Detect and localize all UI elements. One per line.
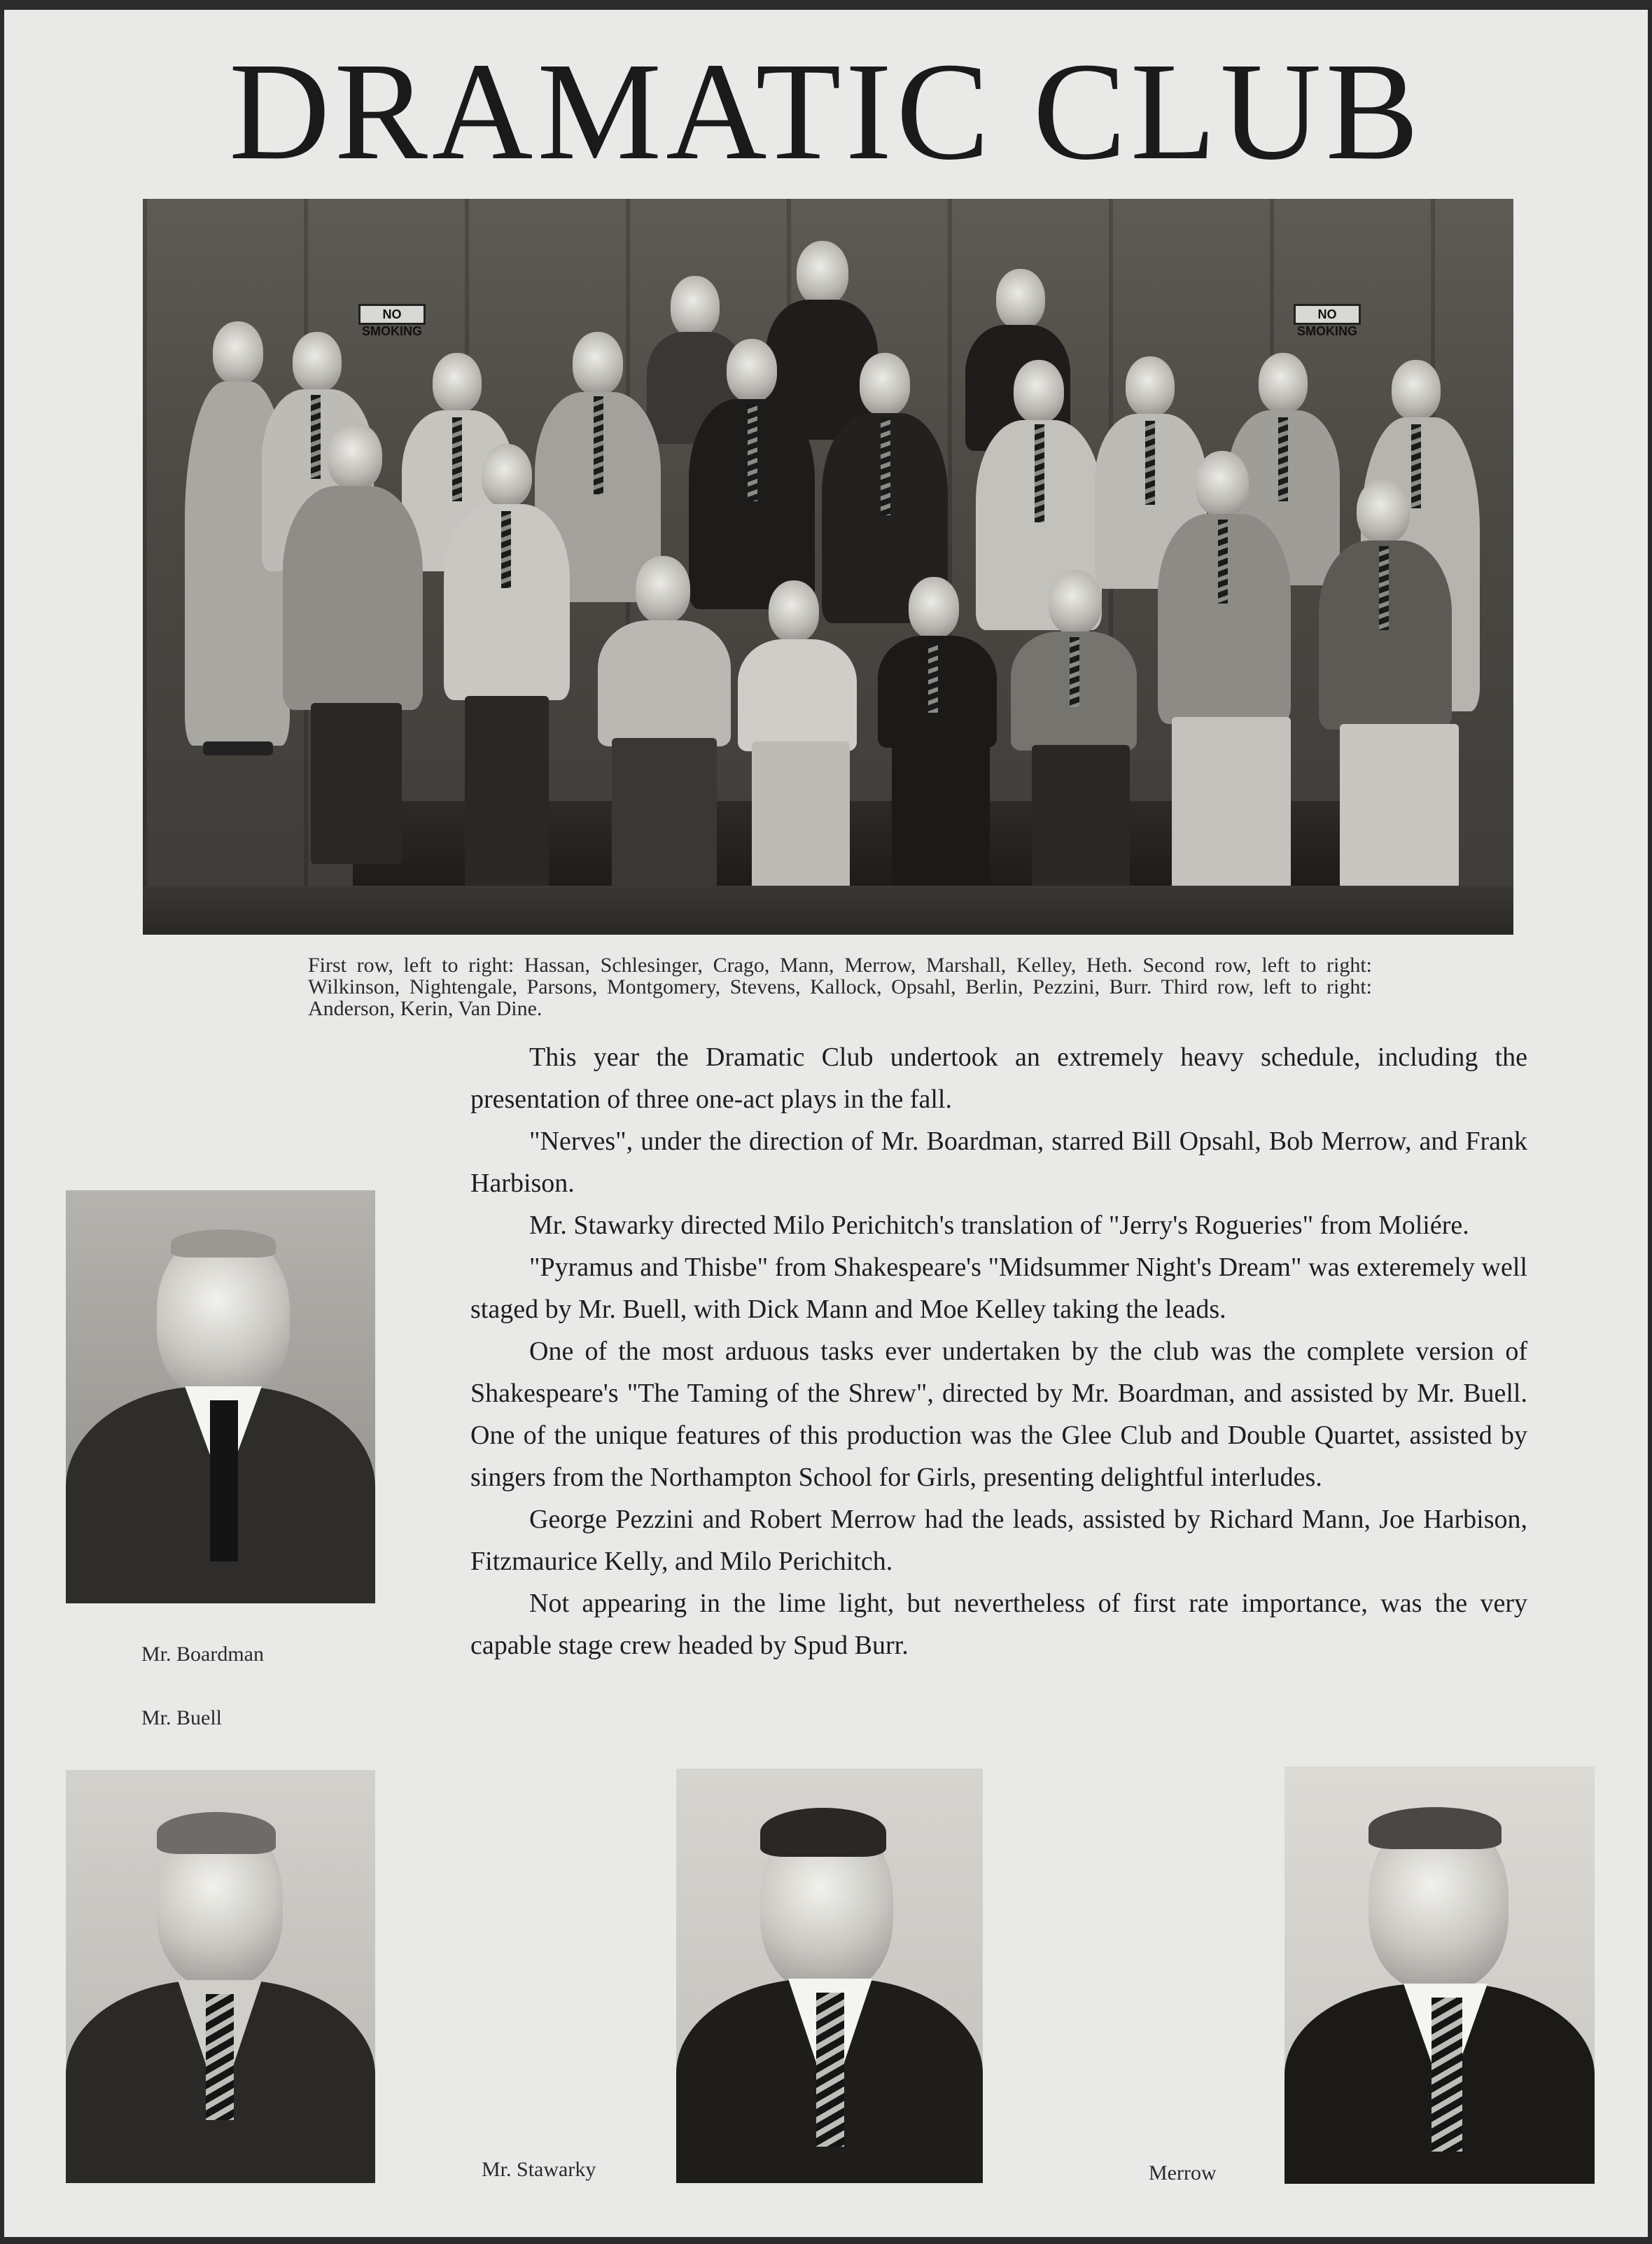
portrait-label-stawarky: Mr. Stawarky: [482, 2158, 596, 2181]
article-paragraph: One of the most arduous tasks ever undertaken by the club was the complete version of Shakespeare's "The Taming of the Shrew", directed by Mr. Boardman, and assisted by Mr. Buell. One of the unique features of this production was the Glee Club and Double Quartet, assisted by singers from the Northampton School for Girls, presenting delightful interludes.: [470, 1337, 1527, 1492]
no-smoking-sign-left: NO SMOKING: [358, 304, 426, 325]
portrait-label-buell: Mr. Buell: [141, 1706, 223, 1729]
article-paragraph: George Pezzini and Robert Merrow had the leads, assisted by Richard Mann, Joe Harbison, Fitzmaurice Kelly, and Milo Perichitch.: [470, 1505, 1527, 1576]
no-smoking-sign-right: NO SMOKING: [1294, 304, 1361, 325]
floor: [143, 886, 1513, 935]
group-photo-caption: First row, left to right: Hassan, Schlesinger, Crago, Mann, Merrow, Marshall, Kelley, Heth. Second row, left to right: Wilkinson, Nightengale, Parsons, Montgomery, Stevens, Kallock, Opsahl, Berlin, Pezzini, Burr. Third row, left to right: Anderson, Kerin, Van Dine.: [308, 954, 1372, 1020]
article-paragraph: "Pyramus and Thisbe" from Shakespeare's "Midsummer Night's Dream" was exteremely well staged by Mr. Buell, with Dick Mann and Moe Kelley taking the leads.: [470, 1253, 1527, 1324]
portrait-label-boardman: Mr. Boardman: [141, 1643, 264, 1666]
portrait-buell: [66, 1770, 375, 2183]
article-paragraph: "Nerves", under the direction of Mr. Boardman, starred Bill Opsahl, Bob Merrow, and Frank Harbison.: [470, 1127, 1527, 1198]
article-body: [470, 1036, 1527, 1666]
portrait-label-merrow: Merrow: [1149, 2161, 1217, 2184]
article-paragraph: This year the Dramatic Club undertook an extremely heavy schedule, including the presentation of three one-act plays in the fall.: [470, 1043, 1527, 1114]
article-paragraph: Mr. Stawarky directed Milo Perichitch's translation of "Jerry's Rogueries" from Moliére.: [529, 1211, 1469, 1240]
page-title: DRAMATIC CLUB: [229, 34, 1423, 189]
article-paragraph: Not appearing in the lime light, but nevertheless of first rate importance, was the very capable stage crew headed by Spud Burr.: [470, 1589, 1527, 1660]
portrait-boardman: [66, 1190, 375, 1603]
portrait-stawarky: [676, 1769, 983, 2183]
group-photo: [143, 199, 1513, 935]
portrait-merrow: [1284, 1766, 1595, 2184]
